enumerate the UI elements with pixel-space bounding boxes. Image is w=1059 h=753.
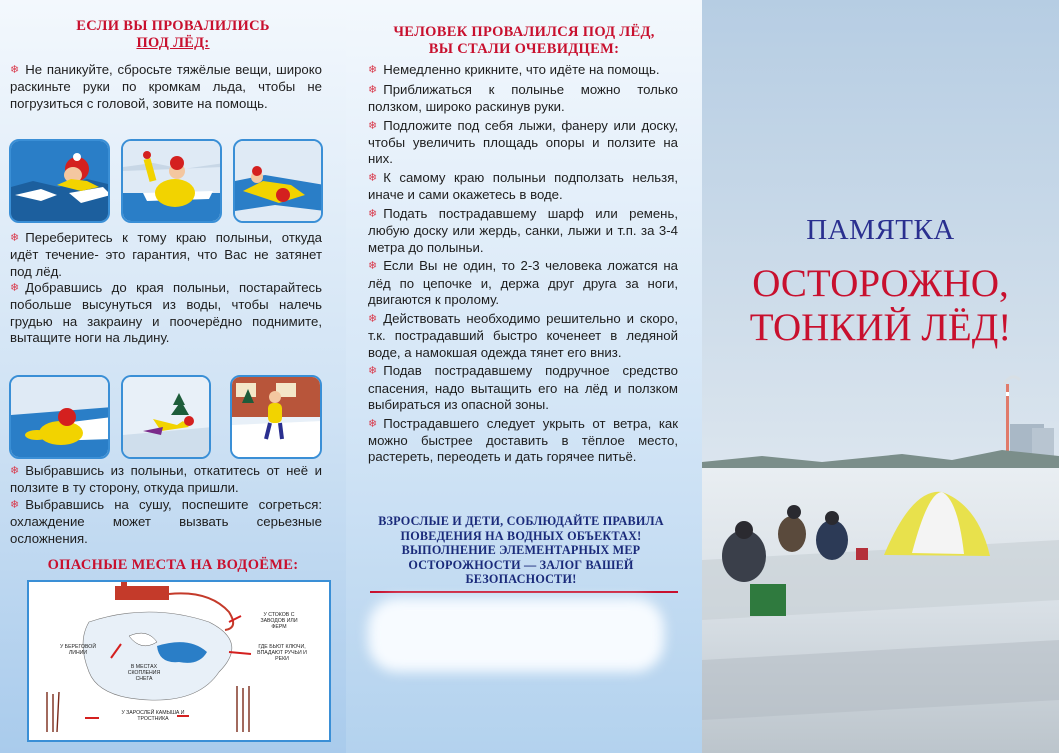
panel1-heading-line1: ЕСЛИ ВЫ ПРОВАЛИЛИСЬ — [76, 18, 270, 34]
cover-title-line1: ОСТОРОЖНО, — [752, 262, 1009, 305]
list-item — [368, 62, 678, 79]
snowflake-icon: ❄ — [368, 83, 378, 96]
panel-middle — [346, 0, 702, 753]
divider — [370, 591, 678, 593]
snowflake-icon: ❄ — [10, 465, 20, 477]
snowflake-icon: ❄ — [10, 64, 20, 76]
illustration-lean-chest — [9, 375, 110, 459]
list-item-text: Приближаться к полынье можно только ползком, широко раскинув руки. — [368, 81, 678, 114]
list-item — [368, 118, 678, 168]
safety-warning-line: ОСТОРОЖНОСТИ — ЗАЛОГ ВАШЕЙ — [408, 557, 634, 572]
snowflake-icon: ❄ — [368, 365, 378, 378]
map-label-klyuchi: ГДЕ БЬЮТ КЛЮЧИ, ВПАДАЮТ РУЧЬИ И РЕКИ — [257, 644, 307, 662]
panel1-paragraph — [10, 497, 322, 547]
list-item — [368, 258, 678, 308]
list-item-text: Пострадавшего следует укрыть от ветра, как можно быстрее доставить в тёплое место, растереть, переодеть и дать горячее питьё. — [368, 415, 678, 465]
rescue-steps-list — [368, 62, 678, 466]
snowflake-icon: ❄ — [368, 208, 378, 220]
map-label-kamysh: У ЗАРОСЛЕЙ КАМЫША И ТРОСТНИКА — [121, 710, 185, 722]
list-item-text: Действовать необходимо решительно и скоро, т.к. пострадавший быстро коченеет в ледяной воде, а намокшая одежда тянет его вниз. — [368, 310, 678, 360]
list-item — [368, 416, 678, 466]
snowflake-icon: ❄ — [368, 119, 378, 132]
map-label-stoki: У СТОКОВ С ЗАВОДОВ ИЛИ ФЕРМ — [260, 612, 298, 630]
panel2-heading-line2: ВЫ СТАЛИ ОЧЕВИДЦЕМ: — [428, 41, 620, 57]
panel1-paragraph — [10, 463, 322, 497]
list-item-text: Если Вы не один, то 2-3 человека ложатся на лёд по цепочке и, держа друг друга за ноги, двигаются к пролому. — [368, 258, 678, 308]
panel1-paragraph — [10, 280, 322, 347]
map-heading: ОПАСНЫЕ МЕСТА НА ВОДОЁМЕ: — [47, 557, 299, 573]
illustration-crawl-out — [233, 139, 323, 223]
list-item — [368, 206, 678, 256]
panel1-paragraph — [10, 62, 322, 112]
snowflake-icon: ❄ — [368, 260, 378, 273]
list-item-text: Немедленно крикните, что идёте на помощь. — [383, 62, 660, 77]
list-item — [368, 311, 678, 361]
illustration-help-call — [9, 139, 110, 223]
snowflake-icon: ❄ — [368, 312, 378, 325]
panel2-heading-line1: ЧЕЛОВЕК ПРОВАЛИЛСЯ ПОД ЛЁД, — [393, 24, 655, 40]
snowflake-icon: ❄ — [368, 417, 378, 430]
snowflake-icon: ❄ — [10, 282, 20, 294]
cover-title — [702, 262, 1059, 350]
panel1-paragraph-text: Выбравшись из полыньи, откатитесь от неё и ползите в ту сторону, откуда пришли. — [10, 463, 322, 496]
illustration-wave-hand — [121, 139, 222, 223]
illustration-walk-shore — [230, 375, 322, 459]
map-label-bereg: У БЕРЕГОВОЙ ЛИНИИ — [59, 644, 97, 656]
dangerous-places-map — [27, 580, 331, 742]
safety-warning-line: ВЗРОСЛЫЕ И ДЕТИ, СОБЛЮДАЙТЕ ПРАВИЛА — [378, 514, 664, 528]
map-label-sneg: В МЕСТАХ СКОПЛЕНИЯ СНЕГА — [127, 664, 161, 682]
panel2-heading — [346, 24, 702, 58]
memo-label: ПАМЯТКА — [806, 214, 955, 246]
safety-warning-line: БЕЗОПАСНОСТИ! — [465, 572, 577, 587]
safety-warning-line: ВЫПОЛНЕНИЕ ЭЛЕМЕНТАРНЫХ МЕР — [401, 543, 641, 558]
panel1-paragraph-text: Выбравшись на сушу, поспешите согреться: охлаждение может вызвать серьезные осложнения. — [10, 497, 322, 546]
panel-cover — [702, 0, 1059, 753]
illustration-roll-away — [121, 375, 211, 459]
panel1-heading — [0, 18, 346, 52]
list-item — [368, 363, 678, 413]
safety-warning — [356, 514, 686, 587]
list-item-text: К самому краю полыньи подползать нельзя, иначе и сами окажетесь в воде. — [368, 170, 678, 203]
snowflake-icon: ❄ — [10, 232, 20, 244]
snowflake-icon: ❄ — [368, 64, 378, 76]
snowflake-icon: ❄ — [10, 499, 20, 511]
panel1-heading-line2: ПОД ЛЁД: — [136, 35, 210, 51]
list-item — [368, 170, 678, 204]
snowflake-icon: ❄ — [368, 172, 378, 184]
safety-warning-line: ПОВЕДЕНИЯ НА ВОДНЫХ ОБЪЕКТАХ! — [400, 528, 642, 543]
list-item-text: Подложите под себя лыжи, фанеру или доску, чтобы увеличить площадь опоры и ползите на них. — [368, 117, 678, 167]
cover-photo — [702, 0, 1059, 753]
panel1-paragraph-text: Не паникуйте, сбросьте тяжёлые вещи, широко раскиньте руки по кромкам льда, чтобы не погрузиться с головой, зовите на помощь. — [10, 62, 322, 111]
cover-title-line2: ТОНКИЙ ЛЁД! — [749, 306, 1012, 349]
panel1-paragraph-text: Переберитесь к тому краю полыньи, откуда идёт течение- это гарантия, что Вас не затянет под лёд. — [10, 230, 322, 279]
list-item — [368, 82, 678, 116]
list-item-text: Подав пострадавшему подручное средство спасения, надо вытащить его на лёд и ползком выбираться из опасной зоны. — [368, 363, 678, 413]
blank-contact-area — [368, 598, 664, 672]
panel1-paragraph — [10, 230, 322, 280]
list-item-text: Подать пострадавшему шарф или ремень, любую доску или жердь, санки, лыжи и т.п. за 3-4 метра до полыньи. — [368, 206, 678, 255]
panel1-paragraph-text: Добравшись до края полыньи, постарайтесь побольше высунуться из воды, чтобы налечь грудью на закраину и поочерёдно поднимите, вытащите ноги на льдину. — [10, 280, 322, 346]
